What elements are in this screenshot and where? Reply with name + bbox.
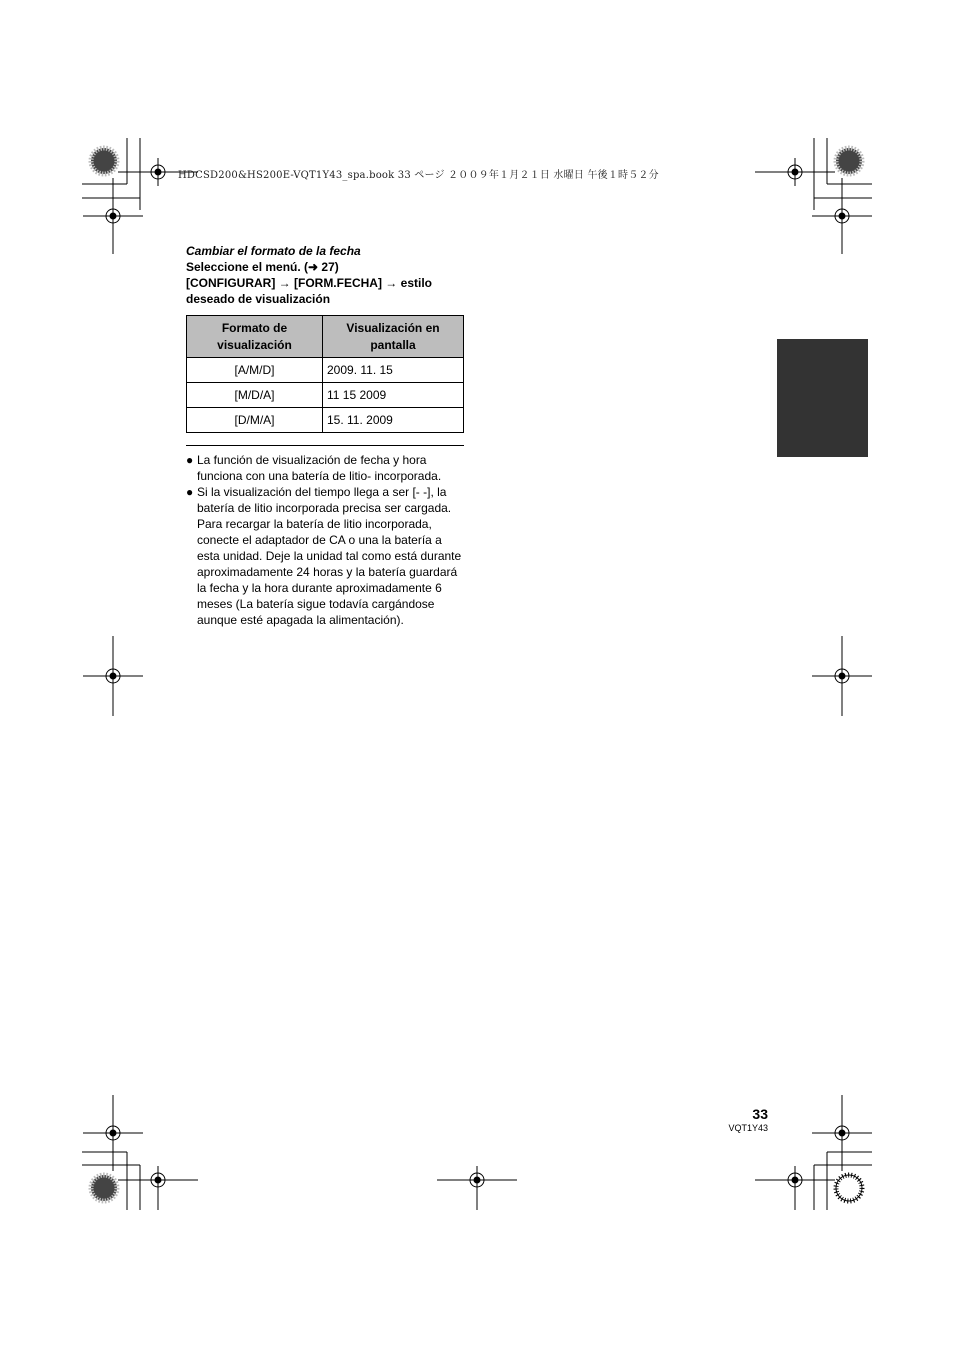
display-cell: 11 15 2009 — [323, 383, 464, 408]
print-header: HDCSD200&HS200E-VQT1Y43_spa.book 33 ページ ２００９年１月２１日 水曜日 午後１時５２分 — [178, 170, 659, 181]
instruction-line-2: [CONFIGURAR] → [FORM.FECHA] → estilo — [186, 276, 432, 290]
list-item — [186, 452, 464, 484]
note-text: Si la visualización del tiempo llega a ser [- -], la batería de litio incorporada precisa ser cargada. Para recargar la batería de litio incorporada, conecte el adaptador de CA o una la batería a esta unidad. Deje la unidad tal como está durante aproximadamente 24 horas y la batería guardará la fecha y la hora durante aproximadamente 6 meses (La batería sigue todavía cargándose aunque esté apagada la alimentación). — [197, 485, 462, 627]
format-cell: [A/M/D] — [187, 358, 323, 383]
instruction-line-1: Seleccione el menú. (➜ 27) — [186, 260, 339, 274]
header-format: Formato de visualización — [187, 316, 323, 358]
content-column — [186, 243, 464, 628]
format-cell: [M/D/A] — [187, 383, 323, 408]
instruction-line-3: deseado de visualización — [186, 292, 331, 306]
bullet-icon: ● — [186, 453, 194, 467]
format-cell: [D/M/A] — [187, 408, 323, 433]
table-row — [187, 383, 464, 408]
header-display: Visualización en pantalla — [323, 316, 464, 358]
notes-list — [186, 452, 464, 628]
note-text: La función de visualización de fecha y hora funciona con una batería de litio- incorporada. — [197, 453, 442, 483]
section-subtitle: Cambiar el formato de la fecha — [186, 244, 361, 258]
section-tab — [777, 339, 868, 457]
table-row — [187, 408, 464, 433]
table-header-row — [187, 316, 464, 358]
table-row — [187, 358, 464, 383]
list-item — [186, 484, 464, 628]
date-format-table — [186, 315, 464, 433]
display-cell: 2009. 11. 15 — [323, 358, 464, 383]
bullet-icon: ● — [186, 485, 194, 499]
document-code: VQT1Y43 — [728, 1123, 768, 1133]
divider — [186, 445, 464, 446]
display-cell: 15. 11. 2009 — [323, 408, 464, 433]
page-number: 33 — [752, 1106, 768, 1122]
